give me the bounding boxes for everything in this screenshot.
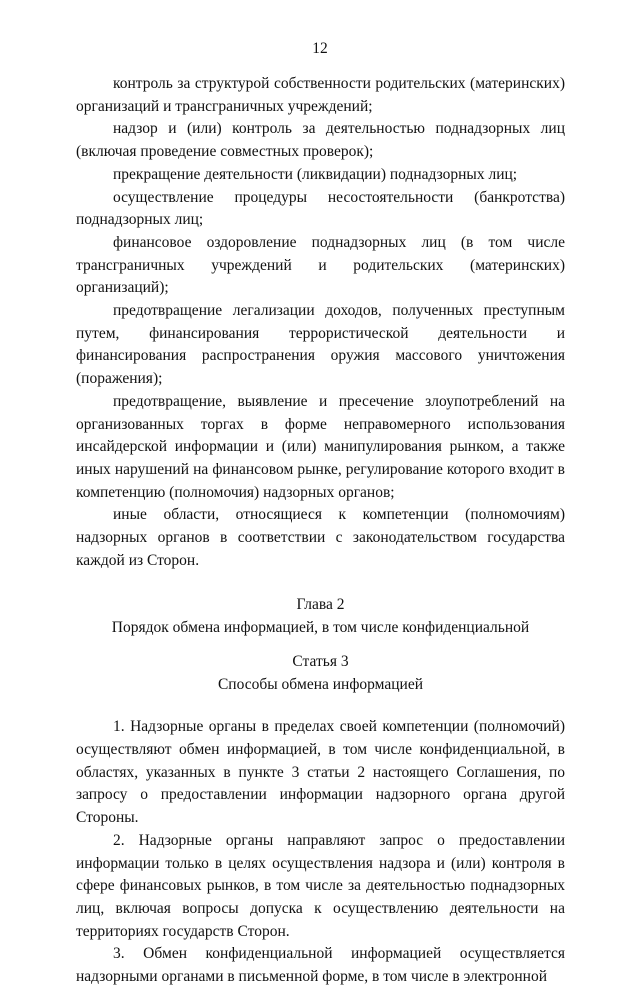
list-item: иные области, относящиеся к компетенции (полномочиям) надзорных органов в соответствии с законодательством государства каждой из Сторон. (76, 506, 565, 569)
clause-paragraph: 1. Надзорные органы в пределах своей компетенции (полномочий) осуществляют обмен информацией, в том числе конфиденциальной, в областях, указанных в пункте 3 статьи 2 настоящего Соглашения, по запросу о предоставлении информации надзорного органа другой Стороны. (76, 718, 565, 827)
list-item: предотвращение, выявление и пресечение злоупотреблений на организованных торгах в форме неправомерного использования инсайдерской информации и (или) манипулирования рынком, а также иных нарушений на финансовом рынке, регулирование которого входит в компетенцию (полномочия) надзорных органов; (76, 392, 565, 501)
list-item: контроль за структурой собственности родительских (материнских) организаций и трансграничных учреждений; (76, 75, 565, 115)
document-body (76, 73, 565, 989)
chapter-label: Глава 2 (296, 596, 345, 614)
article-title: Способы обмена информацией (217, 675, 424, 693)
list-item: надзор и (или) контроль за деятельностью поднадзорных лиц (включая проведение совместных проверок); (76, 120, 565, 161)
list-item: прекращение деятельности (ликвидации) поднадзорных лиц; (113, 165, 518, 183)
chapter-title: Порядок обмена информацией, в том числе конфиденциальной (111, 619, 530, 637)
list-item: финансовое оздоровление поднадзорных лиц (в том числе трансграничных учреждений и родительских (материнских) организаций); (76, 233, 565, 297)
clause-paragraph: 3. Обмен конфиденциальной информацией осуществляется надзорными органами в письменной форме, в том числе в электронной (76, 945, 565, 986)
page-number: 12 (312, 40, 328, 57)
clause-paragraph: 2. Надзорные органы направляют запрос о предоставлении информации только в целях осуществления надзора и (или) контроля в сфере финансовых рынков, в том числе за деятельностью поднадзорных лиц, включая вопросы допуска к осуществлению деятельности на территориях государств Сторон. (76, 831, 565, 940)
article-label: Статья 3 (292, 652, 349, 670)
list-item: осуществление процедуры несостоятельности (банкротства) поднадзорных лиц; (76, 188, 565, 229)
list-item: предотвращение легализации доходов, полученных преступным путем, финансирования террористической деятельности и финансирования распространения оружия массового уничтожения (поражения); (76, 302, 565, 388)
